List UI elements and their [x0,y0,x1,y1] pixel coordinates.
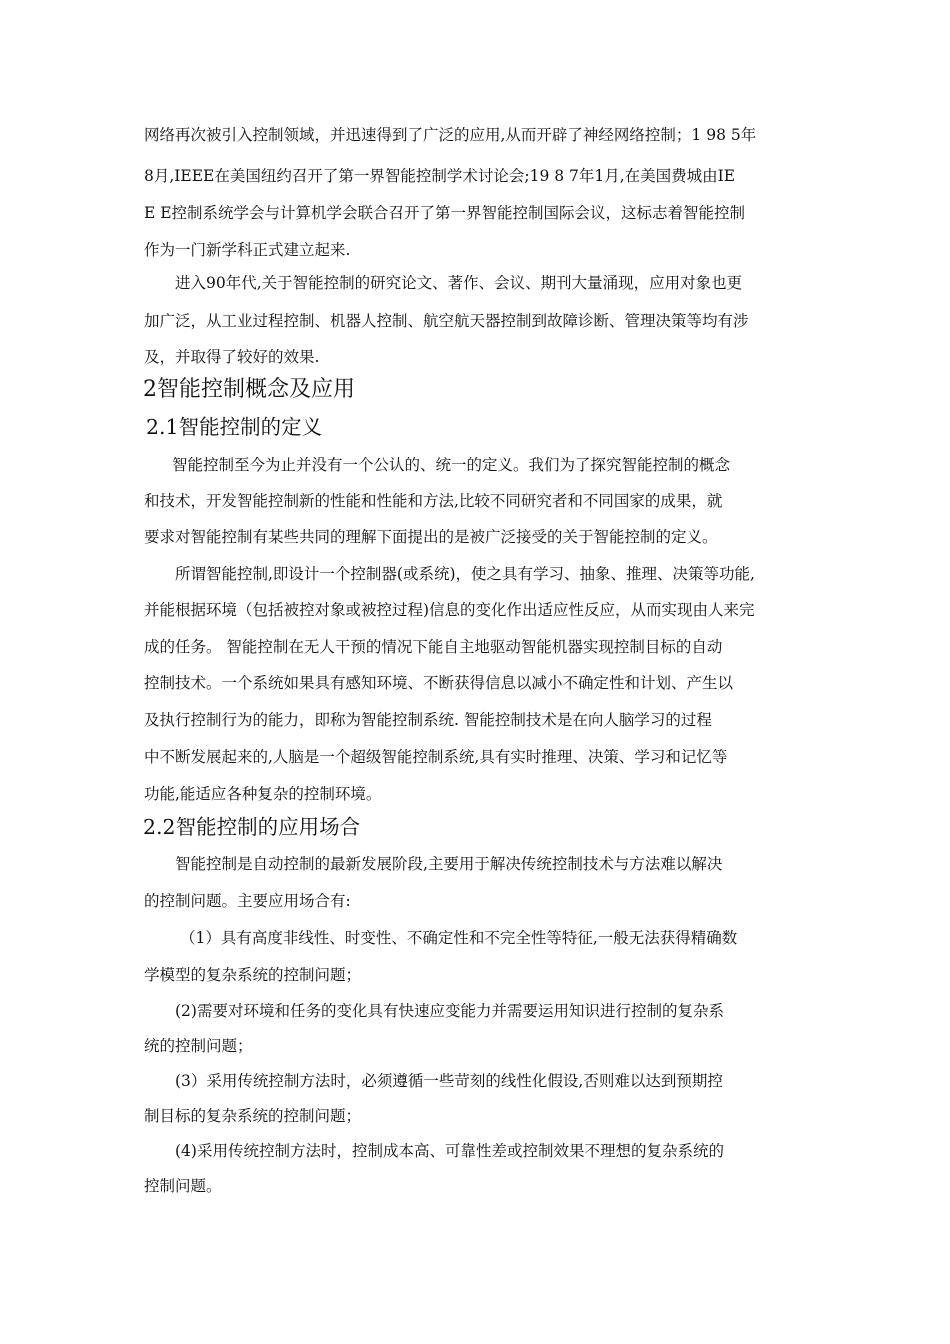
body-text-line: 功能,能适应各种复杂的控制环境。 [144,785,382,803]
body-text-line: 进入90年代,关于智能控制的研究论文、著作、会议、期刊大量涌现，应用对象也更 [175,274,743,292]
body-text-line: 统的控制问题； [144,1037,253,1055]
body-text-line: 及，并取得了较好的效果. [144,348,320,366]
subsection-heading: 2.1智能控制的定义 [146,415,323,439]
body-text-line: 智能控制是自动控制的最新发展阶段,主要用于解决传统控制技术与方法难以解决 [175,855,723,873]
body-text-line: 控制技术。一个系统如果具有感知环境、不断获得信息以减小不确定性和计划、产生以 [144,674,734,692]
body-text-line: 学模型的复杂系统的控制问题； [144,966,362,984]
body-text-line: 并能根据环境（包括被控对象或被控过程)信息的变化作出适应性反应，从而实现由人来完 [144,601,755,619]
section-heading: 2智能控制概念及应用 [143,377,355,402]
body-text-line: 制目标的复杂系统的控制问题； [144,1107,362,1125]
body-text-line: 的控制问题。主要应用场合有: [144,892,351,910]
body-text-line: 加广泛，从工业过程控制、机器人控制、航空航天器控制到故障诊断、管理决策等均有涉 [144,312,749,330]
body-text-line: 作为一门新学科正式建立起来. [144,241,351,259]
body-text-line: 网络再次被引入控制领域，并迅速得到了广泛的应用,从而开辟了神经网络控制；1 98 5年 [144,126,757,144]
body-text-line: 中不断发展起来的,人脑是一个超级智能控制系统,具有实时推理、决策、学习和记忆等 [144,748,728,766]
body-text-line: (3）采用传统控制方法时，必须遵循一些苛刻的线性化假设,否则难以达到预期控 [175,1072,723,1090]
body-text-line: 要求对智能控制有某些共同的理解下面提出的是被广泛接受的关于智能控制的定义。 [144,528,718,546]
body-text-line: 所谓智能控制,即设计一个控制器(或系统)，使之具有学习、抽象、推理、决策等功能, [175,565,755,583]
body-text-line: 及执行控制行为的能力，即称为智能控制系统. 智能控制技术是在向人脑学习的过程 [144,711,712,729]
body-text-line: 和技术，开发智能控制新的性能和性能和方法,比较不同研究者和不同国家的成果，就 [144,492,723,510]
body-text-line: (4)采用传统控制方法时，控制成本高、可靠性差或控制效果不理想的复杂系统的 [175,1142,724,1160]
body-text-line: 成的任务。 智能控制在无人干预的情况下能自主地驱动智能机器实现控制目标的自动 [144,638,723,656]
body-text-line: (2)需要对环境和任务的变化具有快速应变能力并需要运用知识进行控制的复杂系 [175,1002,724,1020]
body-text-line: （1）具有高度非线性、时变性、不确定性和不完全性等特征,一般无法获得精确数 [180,929,738,947]
body-text-line: 控制问题。 [144,1177,222,1195]
subsection-heading: 2.2智能控制的应用场合 [143,815,361,839]
body-text-line: E E控制系统学会与计算机学会联合召开了第一界智能控制国际会议，这标志着智能控制 [144,204,746,222]
body-text-line: 8月,IEEE在美国纽约召开了第一界智能控制学术讨论会;19 8 7年1月,在美国费城由IE [144,167,736,185]
body-text-line: 智能控制至今为止并没有一个公认的、统一的定义。我们为了探究智能控制的概念 [172,456,731,474]
